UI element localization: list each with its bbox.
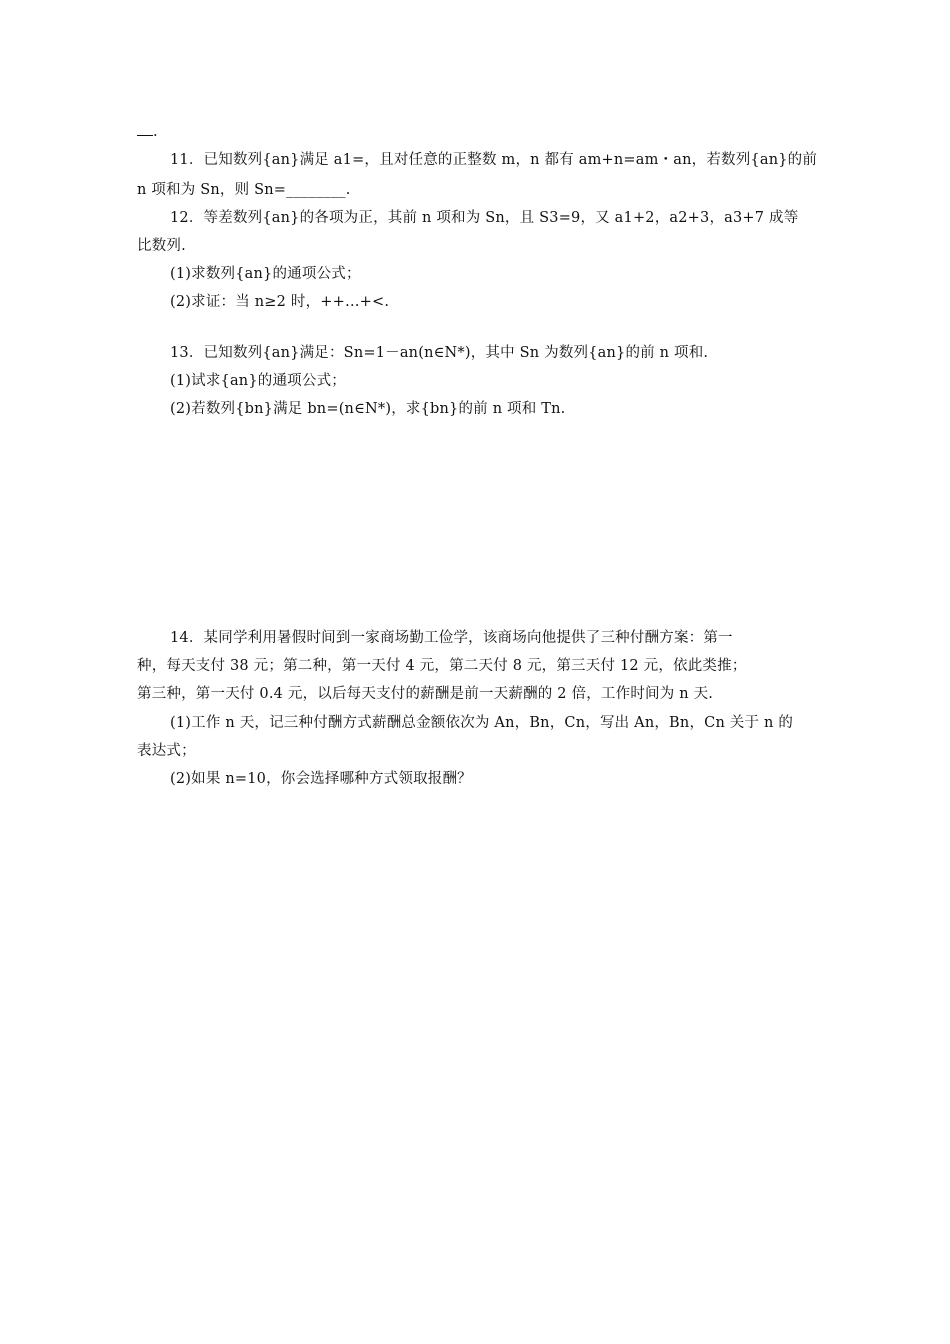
problem-14-part-1: (1)工作 n 天，记三种付酬方式薪酬总金额依次为 An，Bn，Cn，写出 An，Bn，Cn 关于 n 的 bbox=[170, 715, 794, 731]
problem-12-part-2: (2)求证：当 n≥2 时，++…+<. bbox=[170, 294, 390, 310]
problem-13-line-1: 13．已知数列{an}满足：Sn=1－an(n∈N*)，其中 Sn 为数列{an}的前 n 项和. bbox=[170, 345, 709, 361]
problem-11-line-1: 11．已知数列{an}满足 a1=，且对任意的正整数 m，n 都有 am+n=am・an，若数列{an}的前 bbox=[170, 152, 818, 168]
problem-11-line-2: n 项和为 Sn，则 Sn=________. bbox=[137, 182, 351, 198]
problem-12-line-1: 12．等差数列{an}的各项为正，其前 n 项和为 Sn，且 S3=9，又 a1+2，a2+3，a3+7 成等 bbox=[170, 210, 799, 226]
answer-blank-fragment bbox=[137, 122, 158, 142]
problem-12-part-1: (1)求数列{an}的通项公式； bbox=[170, 266, 361, 282]
problem-14-line-1: 14．某同学利用暑假时间到一家商场勤工俭学，该商场向他提供了三种付酬方案：第一 bbox=[170, 630, 733, 646]
problem-14-line-3: 第三种，第一天付 0.4 元，以后每天支付的薪酬是前一天薪酬的 2 倍，工作时间为 n 天. bbox=[137, 686, 714, 702]
problem-13-part-1: (1)试求{an}的通项公式； bbox=[170, 373, 346, 389]
problem-13-part-2: (2)若数列{bn}满足 bn=(n∈N*)，求{bn}的前 n 项和 Tn. bbox=[170, 401, 566, 417]
blank-period: . bbox=[153, 124, 158, 140]
blank-underline bbox=[137, 122, 153, 136]
problem-14-line-2: 种，每天支付 38 元；第二种，第一天付 4 元，第二天付 8 元，第三天付 12 元，依此类推； bbox=[137, 658, 747, 674]
problem-14-part-2: (2)如果 n=10，你会选择哪种方式领取报酬？ bbox=[170, 771, 472, 787]
problem-12-line-2: 比数列. bbox=[137, 238, 186, 254]
problem-14-part-1-cont: 表达式； bbox=[137, 743, 196, 759]
